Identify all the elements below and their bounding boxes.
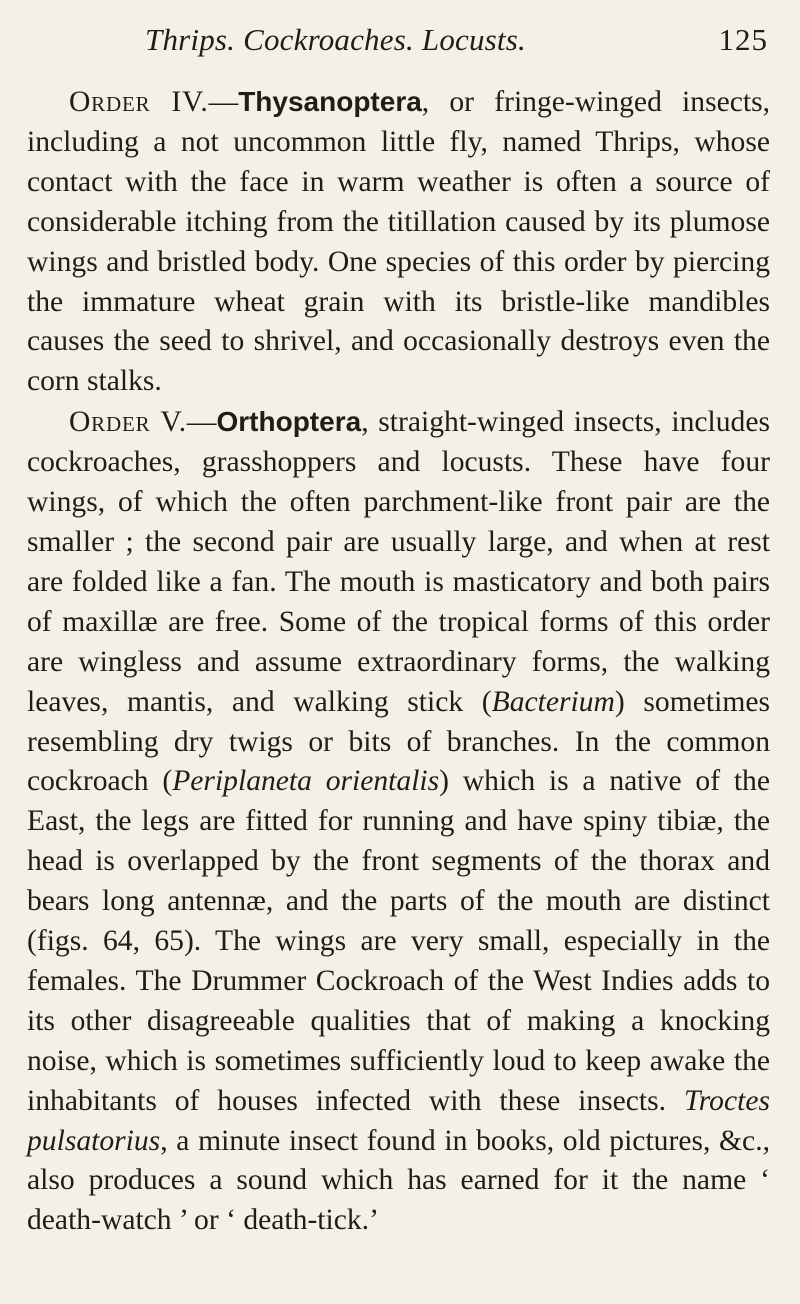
paragraph-text: ) which is a native of the East, the legs are fitted for running and have spiny tibiæ, the head is overlapped by the front segments of the thorax and bears long antennæ, and the parts of the mouth are distinct (figs. 64, 65). The wings are very small, especially in the females. The Drummer Cockroach of the West Indies adds to its other disagreeable qualities that of making a knocking noise, which is sometimes sufficiently loud to keep awake the inhabitants of houses infected with these insects. (27, 765, 770, 1117)
paragraph-text: , a minute insect found in books, old pictures, &c., also produces a sound which has earned for it the name ‘ death-watch ’ or ‘ death-tick.’ (27, 1124, 770, 1237)
paragraph-order-v (27, 402, 770, 1241)
order-label: Order V. (69, 406, 187, 439)
paragraph-text: , straight-winged insects, includes cockroaches, grasshoppers and locusts. These have four wings, of which the often parchment-like front pair are the smaller ; the second pair are usually large, and when at rest are folded like a fan. The mouth is masticatory and both pairs of maxillæ are free. Some of the tropical forms of this order are wingless and assume extraordinary forms, the walking leaves, mantis, and walking stick ( (27, 406, 770, 718)
running-title: Thrips. Cockroaches. Locusts. (145, 22, 526, 57)
em-dash: — (208, 86, 239, 118)
paragraph-text: ) sometimes resembling dry twigs or bits of branches. In the common cockroach ( (27, 685, 770, 798)
latin-name: Troctes pulsatorius (27, 1084, 770, 1157)
latin-name: Periplaneta orientalis (172, 765, 440, 798)
running-head (27, 20, 770, 60)
order-name: Orthoptera (216, 406, 362, 438)
em-dash: — (186, 406, 217, 439)
body-text (27, 82, 770, 1241)
paragraph-order-iv (27, 82, 770, 402)
latin-name: Bacterium (491, 685, 615, 718)
order-name: Thysanoptera (238, 86, 422, 117)
order-label: Order IV. (69, 86, 209, 118)
page-number: 125 (718, 22, 768, 57)
paragraph-text: , or fringe-winged insects, including a not uncommon little fly, named Thrips, whose contact with the face in warm weather is often a source of considerable itching from the titillation caused by its plumose wings and bristled body. One species of this order by piercing the immature wheat grain with its bristle-like mandibles causes the seed to shrivel, and occasionally destroys even the corn stalks. (27, 86, 770, 398)
